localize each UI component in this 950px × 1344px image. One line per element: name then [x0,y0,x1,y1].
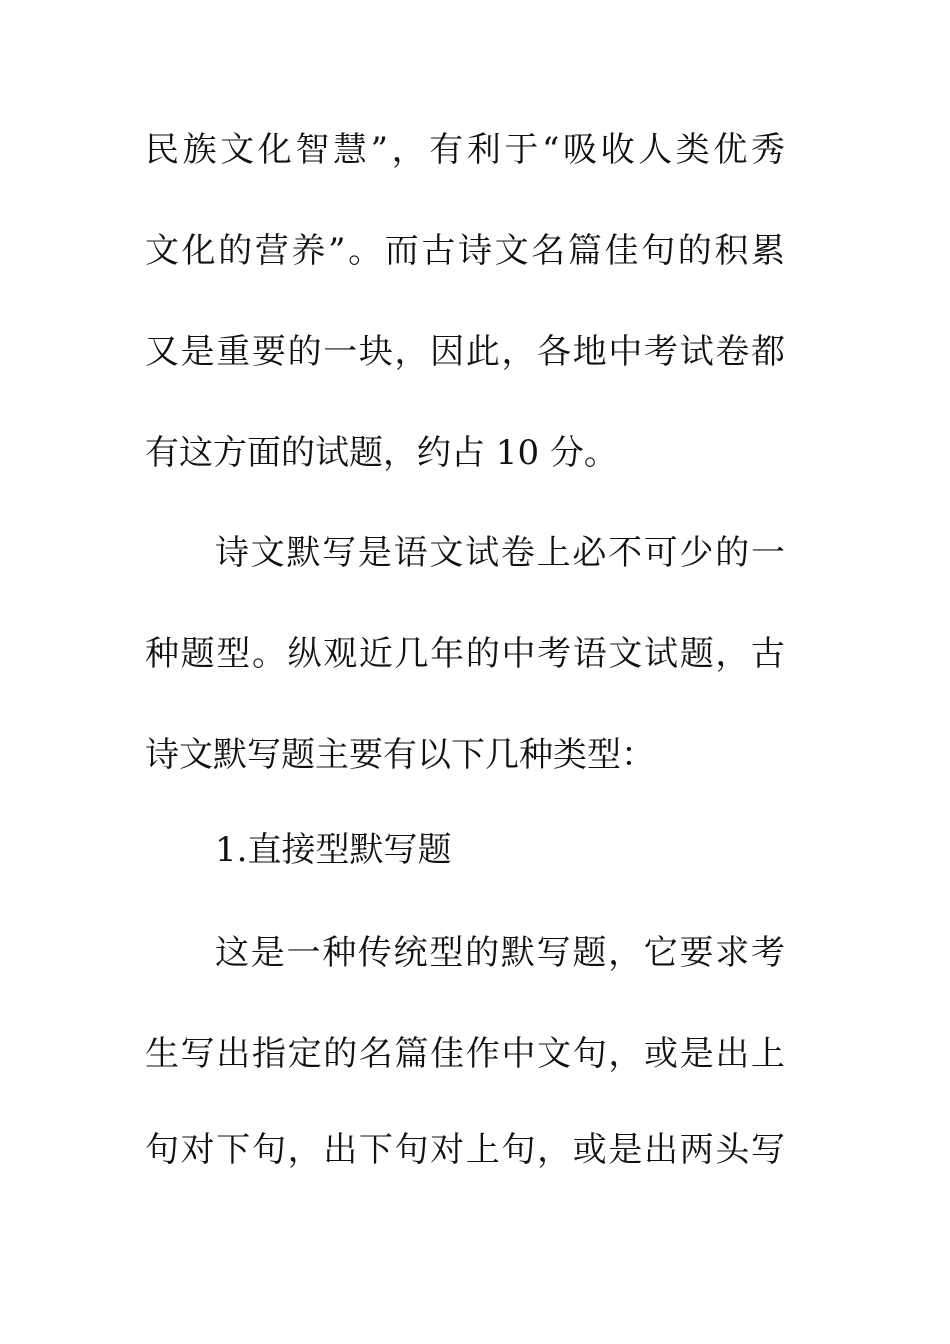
text-line-2: 文化的营养”。而古诗文名篇佳句的积累 [145,231,785,271]
section-heading: 1.直接型默写题 [215,830,452,870]
text-line-11: 句对下句，出下句对上句，或是出两头写 [145,1130,785,1170]
text-line-9: 这是一种传统型的默写题，它要求考 [215,933,785,973]
text-line-4: 有这方面的试题，约占 10 分。 [145,433,618,473]
text-line-7: 诗文默写题主要有以下几种类型： [145,735,655,775]
text-line-1: 民族文化智慧”，有利于“吸收人类优秀 [145,130,785,170]
text-line-6: 种题型。纵观近几年的中考语文试题，古 [145,634,785,674]
text-line-5: 诗文默写是语文试卷上必不可少的一 [215,533,785,573]
text-line-3: 又是重要的一块，因此，各地中考试卷都 [145,332,785,372]
text-line-10: 生写出指定的名篇佳作中文句，或是出上 [145,1034,785,1074]
